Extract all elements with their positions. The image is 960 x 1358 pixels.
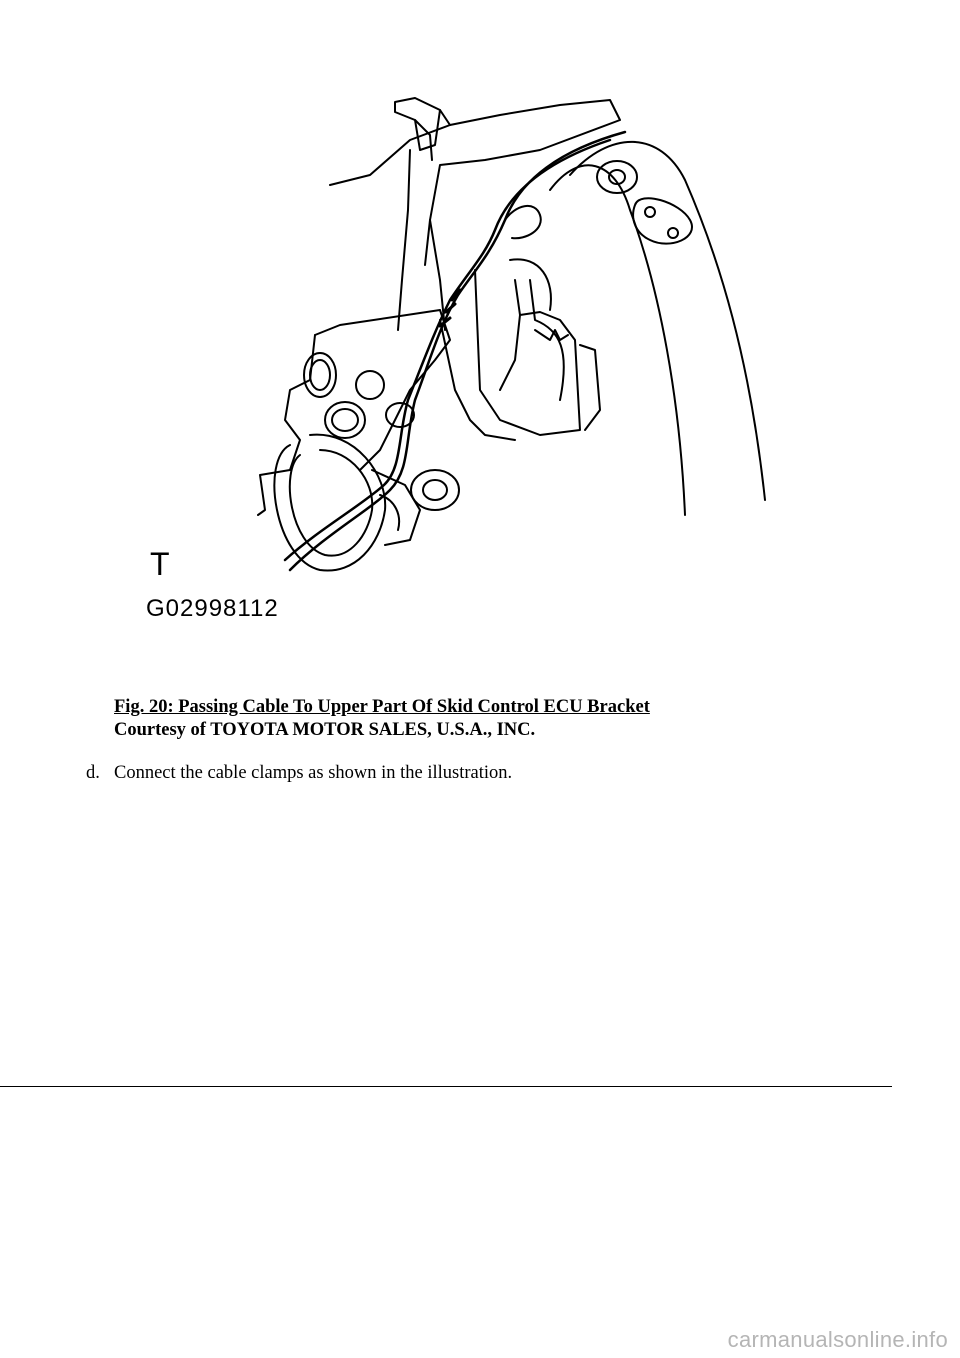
- figure-courtesy: Courtesy of TOYOTA MOTOR SALES, U.S.A., INC.: [114, 720, 536, 740]
- housing-hole-middle: [356, 371, 384, 399]
- figure-view-letter: T: [150, 546, 171, 582]
- step-text: Connect the cable clamps as shown in the illustration.: [114, 763, 513, 783]
- side-panel-outer: [570, 142, 765, 500]
- bracket-top-flange: [395, 98, 440, 150]
- step-marker: d.: [86, 763, 100, 783]
- figure-caption-link[interactable]: Fig. 20: Passing Cable To Upper Part Of Skid Control ECU Bracket: [114, 697, 650, 717]
- procedure-step: [86, 762, 512, 785]
- bracket-upper-arm: [330, 100, 620, 265]
- illustration-figure: [140, 90, 780, 635]
- site-watermark: carmanualsonline.info: [727, 1327, 948, 1352]
- mount-boss-lower: [411, 470, 459, 510]
- bracket-line-drawing: [140, 90, 780, 635]
- figure-caption: [114, 696, 650, 742]
- panel-slot: [633, 198, 692, 243]
- side-panel-inner: [550, 165, 685, 515]
- figure-graphic-id: G02998112: [146, 595, 279, 622]
- panel-hole-1: [597, 161, 637, 193]
- ecu-bracket-body: [475, 270, 580, 435]
- page-divider: [0, 1086, 892, 1087]
